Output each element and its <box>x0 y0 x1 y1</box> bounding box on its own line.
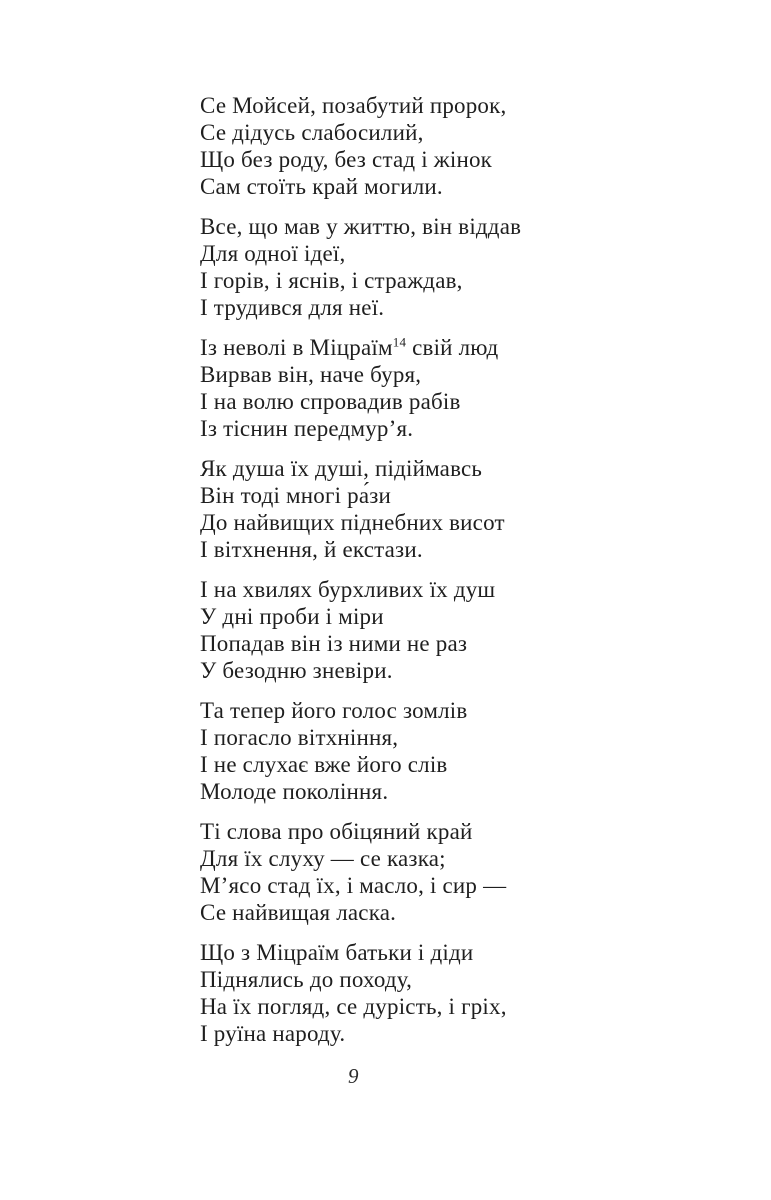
verse-line: Молоде покоління. <box>200 779 389 804</box>
stanza-6 <box>200 697 620 805</box>
verse-line: Се Мойсей, позабутий пророк, <box>200 93 507 118</box>
verse-line: Се найвищая ласка. <box>200 900 397 925</box>
verse-line: Для одної ідеї, <box>200 241 346 266</box>
poem-text <box>200 92 620 1060</box>
verse-text: Із неволі в Міцраїм <box>200 335 393 360</box>
stanza-2 <box>200 213 620 321</box>
stanza-8 <box>200 939 620 1047</box>
verse-line: Попадав він із ними не раз <box>200 631 468 656</box>
verse-line: Із тіснин передмур’я. <box>200 416 414 441</box>
verse-line: І трудився для неї. <box>200 295 385 320</box>
verse-line: І на волю спровадив рабів <box>200 389 461 414</box>
verse-line: Як душа їх душі, підіймавсь <box>200 456 483 481</box>
verse-line: Для їх слуху — се казка; <box>200 846 446 871</box>
verse-line: І горів, і яснів, і страждав, <box>200 268 463 293</box>
footnote-reference: 14 <box>392 334 407 350</box>
verse-line: Вирвав він, наче буря, <box>200 362 422 387</box>
verse-line: У безодню зневіри. <box>200 658 393 683</box>
verse-line: Піднялись до походу, <box>200 967 413 992</box>
verse-text: свій люд <box>406 335 499 360</box>
verse-line: Що з Міцраїм батьки і діди <box>200 940 474 965</box>
stanza-5 <box>200 576 620 684</box>
stanza-4 <box>200 455 620 563</box>
page-number: 9 <box>348 1064 359 1088</box>
verse-line: І вітхнення, й екстази. <box>200 537 423 562</box>
verse-line: Се дідусь слабосилий, <box>200 120 424 145</box>
verse-line: М’ясо стад їх, і масло, і сир — <box>200 873 507 898</box>
verse-line: І погасло вітхніння, <box>200 725 399 750</box>
stanza-3 <box>200 334 620 442</box>
verse-line: І не слухає вже його слів <box>200 752 448 777</box>
verse-line: Та тепер його голос зомлів <box>200 698 468 723</box>
verse-line: На їх погляд, се дурість, і гріх, <box>200 994 507 1019</box>
verse-line: До найвищих піднебних висот <box>200 510 505 535</box>
verse-line: Що без роду, без стад і жінок <box>200 147 493 172</box>
verse-line: Він тоді многі ра́зи <box>200 483 392 508</box>
verse-line: І руїна народу. <box>200 1021 346 1046</box>
verse-line: Ті слова про обіцяний край <box>200 819 473 844</box>
verse-line: Все, що мав у життю, він віддав <box>200 214 522 239</box>
stanza-1 <box>200 92 620 200</box>
stanza-7 <box>200 818 620 926</box>
verse-line-with-footnote <box>200 334 620 361</box>
verse-line: У дні проби і міри <box>200 604 384 629</box>
verse-line: Сам стоїть край могили. <box>200 174 443 199</box>
verse-line: І на хвилях бурхливих їх душ <box>200 577 496 602</box>
